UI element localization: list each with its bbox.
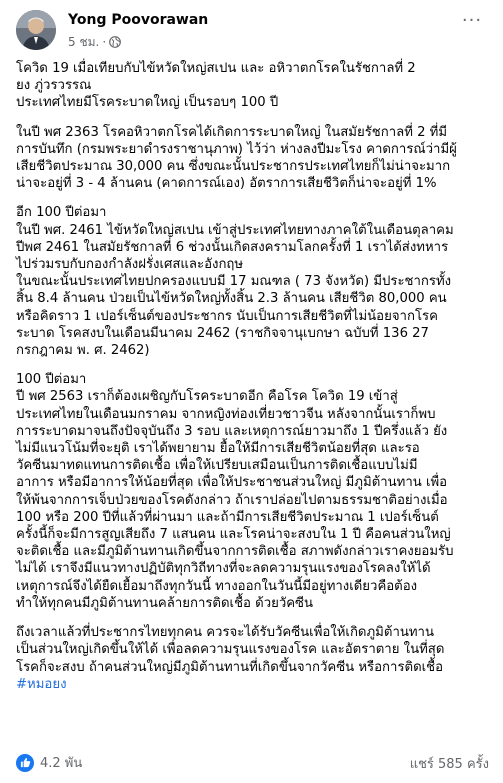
share-count[interactable]: แชร์ 585 ครั้ง	[409, 757, 489, 772]
post-paragraph: ถึงเวลาแล้วที่ประชากรไทยทุกคน ควรจะได้รับวัคซีนเพื่อให้เกิดภูมิต้านทาน เป็นส่วนใหญ่เกิดขึ้นให้ได้ เพื่อลดความรุนแรงของโรค และอัตราตาย ในที่สุด โรคก็จะสงบ ถ้าคนส่วนใหญ่มีภูมิต้านทานที่เกิดขึ้นจากวัคซีน หรือการติดเชื้อ	[16, 625, 445, 675]
more-horizontal-icon[interactable]: ···	[461, 10, 483, 31]
post-header	[16, 10, 486, 50]
like-icon	[16, 754, 34, 772]
post-time[interactable]: 5 ชม.	[68, 35, 100, 49]
post-paragraph: อีก 100 ปีต่อมา ในปี พศ. 2461 ไข้หวัดใหญ่สเปน เข้าสู่ประเทศไทยทางภาคใต้ในเดือนตุลาคม ปีพศ 2461 ในสมัยรัชกาลที่ 6 ช่วงนั้นเกิดสงครามโลกครั้งที่ 1 เราได้ส่งทหาร ไปร่วมรบกับกองกำลังฝรั่งเศสและอังกฤษ ในขณะนั้นประเทศไทยปกครองแบบมี 17 มณฑล ( 73 จังหวัด) มีประชากรทั้ง สิ้น 8.4 ล้านคน ป่วยเป็นไข้หวัดใหญ่ทั้งสิ้น 2.3 ล้านคน เสียชีวิต 80,000 คน หรือคิดราว 1 เปอร์เซ็นต์ของประชากร นับเป็นการเสียชีวิตที่ไม่น้อยจากโรค ระบาด โรคสงบในเดือนมีนาคม 2462 (ราชกิจจานุเบกษา ฉบับที่ 136 27 กรกฎาคม พ. ศ. 2462)	[16, 205, 454, 359]
post-paragraph: ในปี พศ 2363 โรคอหิวาตกโรคได้เกิดการระบาดใหญ่ ในสมัยรัชกาลที่ 2 ที่มี การบันทึก (กรมพระยาดำรงราชานุภาพ) ไว้ว่า ห่างลงปีมะโรง คาดการณ์ว่ามีผู้ เสียชีวิตประมาณ 30,000 คน ซึ่งขณะนั้นประชากรประเทศไทยก็ไม่น่าจะมาก น่าจะอยู่ที่ 3 - 4 ล้านคน (คาดการณ์เอง) อัตราการเสียชีวิตก็น่าจะอยู่ที่ 1%	[16, 124, 457, 192]
reaction-count: 4.2 พัน	[40, 756, 83, 771]
reactions-summary[interactable]	[16, 752, 82, 773]
post-meta	[68, 33, 121, 52]
post-body	[16, 60, 490, 693]
author-avatar[interactable]	[16, 10, 56, 50]
post-paragraph: โควิด 19 เมื่อเทียบกับไข้หวัดใหญ่สเปน และ อหิวาตกโรคในรัชกาลที่ 2 ยง ภู่วรวรรณ ประเทศไทยมีโรคระบาดใหญ่ เป็นรอบๆ 100 ปี	[16, 61, 416, 111]
post-footer	[16, 752, 489, 774]
hashtag-link[interactable]: #หมอยง	[16, 676, 67, 692]
post-paragraph: 100 ปีต่อมา ปี พศ 2563 เราก็ต้องเผชิญกับโรคระบาดอีก คือโรค โควิด 19 เข้าสู่ ประเทศไทยในเดือนมกราคม จากหญิงท่องเที่ยวชาวจีน หลังจากนั้นเราก็พบ การระบาดมาจนถึงปัจจุบันถึง 3 รอบ และเหตุการณ์ยาวมาถึง 1 ปีครึ่งแล้ว ยัง ไม่มีแนวโน้มที่จะยุติ เราได้พยายาม ยื้อให้มีการเสียชีวิตน้อยที่สุด และรอ วัคซีนมาทดแทนการติดเชื้อ เพื่อให้เปรียบเสมือนเป็นการติดเชื้อแบบไม่มี อาการ หรือมีอาการให้น้อยที่สุด เพื่อให้ประชาชนส่วนใหญ่ มีภูมิต้านทาน เพื่อ ให้พ้นจากการเจ็บป่วยของโรคดังกล่าว ถ้าเราปล่อยไปตามธรรมชาติอย่างเมื่อ 100 หรือ 200 ปีที่แล้วที่ผ่านมา และถ้ามีการเสียชีวิตประมาณ 1 เปอร์เซ็นต์ ครั้งนี้ก็จะมีการสูญเสียถึง 7 แสนคน และโรคน่าจะสงบใน 1 ปี คือคนส่วนใหญ่ จะติดเชื้อ และมีภูมิต้านทานเกิดขึ้นจากการติดเชื้อ สภาพดังกล่าวเราคงยอมรับ ไม่ได้ เราจึงมีแนวทางปฏิบัติทุกวิถีทางที่จะลดความรุนแรงของโรคลงให้ได้ เหตุการณ์จึงได้ยืดเยื้อมาถึงทุกวันนี้ ทางออกในวันนี้มีอยู่ทางเดียวคือต้อง ทำให้ทุกคนมีภูมิต้านทานคล้ายการติดเชื้อ ด้วยวัคซีน	[16, 372, 454, 611]
meta-separator: ·	[102, 35, 107, 49]
globe-icon[interactable]	[109, 36, 121, 51]
author-name[interactable]: Yong Poovorawan	[68, 12, 209, 28]
